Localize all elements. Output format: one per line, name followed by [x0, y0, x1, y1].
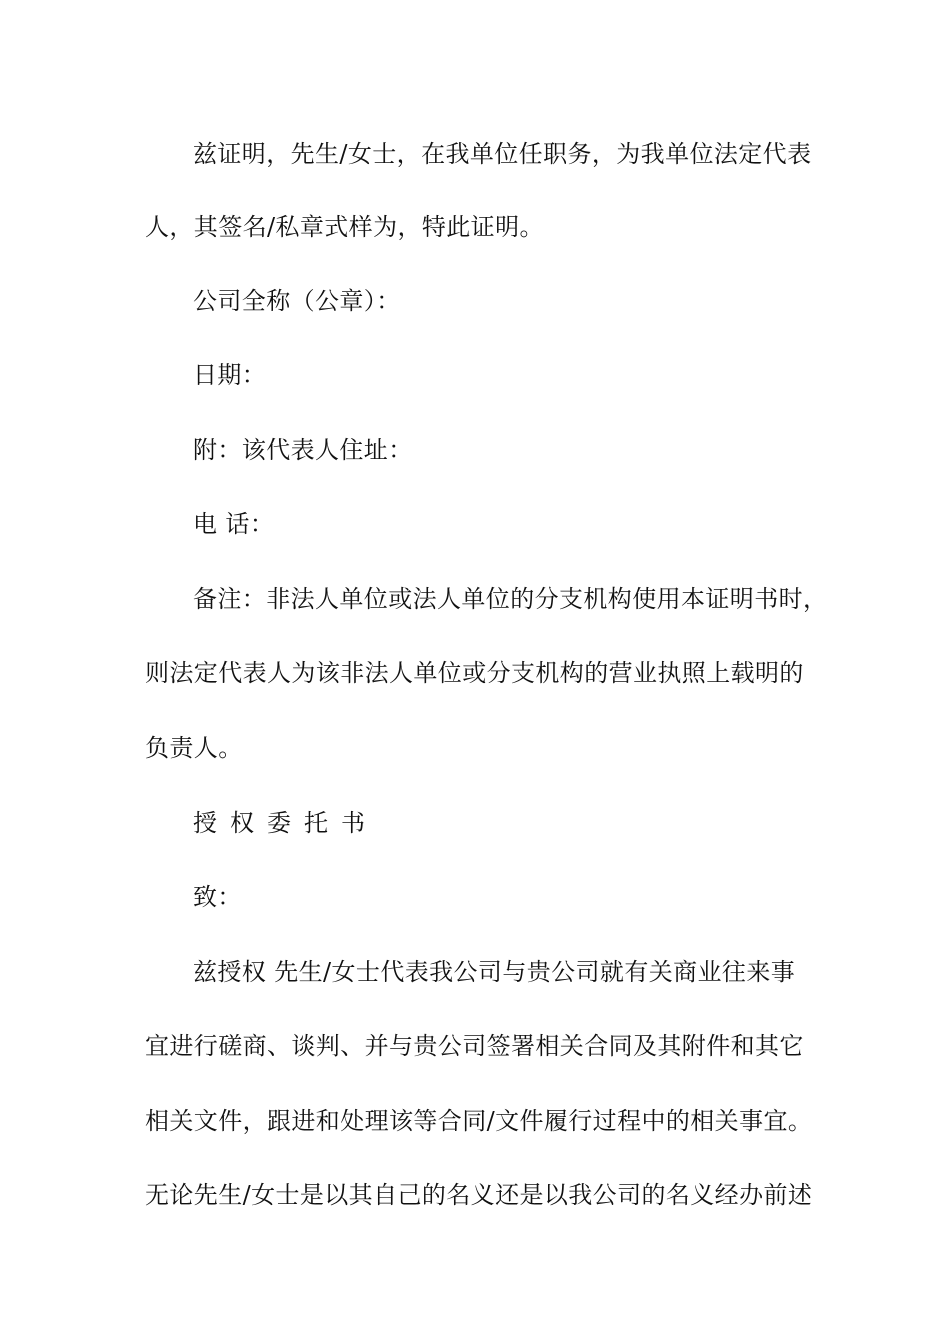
phone-label: 电 话： — [193, 510, 275, 538]
paragraph-authorization-line-2: 宜进行磋商、谈判、并与贵公司签署相关合同及其附件和其它 — [145, 1032, 804, 1060]
paragraph-authorization-line-3: 相关文件，跟进和处理该等合同/文件履行过程中的相关事宜。 — [145, 1107, 813, 1135]
to-label: 致： — [193, 883, 242, 911]
note-line-2: 则法定代表人为该非法人单位或分支机构的营业执照上载明的 — [145, 659, 804, 687]
address-label: 附：该代表人住址： — [193, 436, 413, 464]
paragraph-authorization-line-1: 兹授权 先生/女士代表我公司与贵公司就有关商业往来事 — [193, 958, 796, 986]
company-name-label: 公司全称（公章）： — [193, 287, 401, 315]
paragraph-certification-line-2: 人，其签名/私章式样为，特此证明。 — [145, 213, 544, 241]
paragraph-authorization-line-4: 无论先生/女士是以其自己的名义还是以我公司的名义经办前述 — [145, 1181, 813, 1209]
note-line-1: 备注：非法人单位或法人单位的分支机构使用本证明书时， — [193, 585, 828, 613]
date-label: 日期： — [193, 361, 267, 389]
section-title: 授权委托书 — [193, 809, 378, 837]
note-line-3: 负责人。 — [145, 734, 243, 762]
paragraph-certification-line-1: 兹证明，先生/女士，在我单位任职务，为我单位法定代表 — [193, 140, 812, 168]
